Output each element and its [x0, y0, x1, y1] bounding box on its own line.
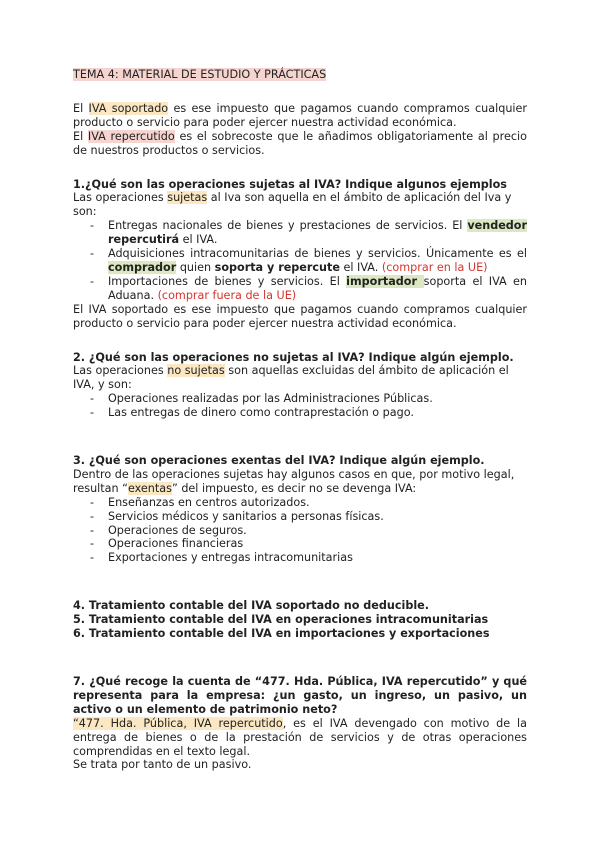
note-comprar-fuera-ue: (comprar fuera de la UE): [157, 288, 297, 302]
q2-text: Las operaciones no sujetas son aquellas excluidas del ámbito de aplicación el IVA, y son:: [73, 364, 509, 392]
intro-paragraph-soportado: El IVA soportado es ese impuesto que pagamos cuando compramos cualquier producto o servicio para poder ejercer nuestra actividad económica.: [73, 101, 527, 129]
q3-list: [73, 496, 527, 566]
q7-conclusion: Se trata por tanto de un pasivo.: [73, 758, 252, 772]
q2-list: [73, 392, 527, 420]
q5-heading: 5. Tratamiento contable del IVA en operaciones intracomunitarias: [73, 613, 489, 627]
term-no-sujetas: no sujetas: [167, 364, 225, 378]
title-text: TEMA 4: MATERIAL DE ESTUDIO Y PRÁCTICAS: [73, 68, 327, 81]
q2-heading: 2. ¿Qué son las operaciones no sujetas al IVA? Indique algún ejemplo.: [73, 350, 514, 364]
term-iva-soportado: IVA soportado: [88, 101, 169, 115]
list-item: - Las entregas de dinero como contraprestación o pago.: [73, 406, 527, 420]
list-item: - Adquisiciones intracomunitarias de bienes y servicios. Únicamente es el comprador quien soporta y repercute el IVA. (comprar en la UE): [73, 247, 527, 275]
q7-heading: 7. ¿Qué recoge la cuenta de “477. Hda. Pública, IVA repercutido” y qué representa para la empresa: ¿un gasto, un ingreso, un pasivo, un activo o un elemento de patrimonio neto?: [73, 675, 527, 716]
note-comprar-ue: (comprar en la UE): [381, 260, 488, 274]
list-item: - Operaciones de seguros.: [73, 524, 527, 538]
list-item: - Operaciones financieras: [73, 537, 527, 551]
term-vendedor: vendedor: [467, 219, 527, 233]
list-item: - Servicios médicos y sanitarios a personas físicas.: [73, 510, 527, 524]
intro-paragraph-repercutido: El IVA repercutido es el sobrecoste que le añadimos obligatoriamente al precio de nuestros productos o servicios.: [73, 129, 528, 157]
q1-closing: El IVA soportado es ese impuesto que pagamos cuando compramos cualquier producto o servicio para poder ejercer nuestra actividad económica.: [73, 302, 527, 330]
list-item: - Operaciones realizadas por las Administraciones Públicas.: [73, 392, 527, 406]
document-title: [73, 68, 527, 82]
term-importador: importador: [346, 274, 424, 288]
term-exentas: exentas: [127, 481, 172, 495]
q7-answer: “477. Hda. Pública, IVA repercutido, es el IVA devengado con motivo de la entrega de bienes o de la prestación de servicios y de otras operaciones comprendidas en el texto legal.: [73, 716, 527, 758]
list-item: - Entregas nacionales de bienes y prestaciones de servicios. El vendedor repercutirá el IVA.: [73, 219, 527, 247]
term-477-account: “477. Hda. Pública, IVA repercutido: [73, 716, 283, 730]
q3-heading: 3. ¿Qué son operaciones exentas del IVA? Indique algún ejemplo.: [73, 454, 485, 468]
q3-text: Dentro de las operaciones sujetas hay algunos casos en que, por motivo legal, resultan “exentas” del impuesto, es decir no se devenga IVA:: [73, 467, 515, 495]
document-page: [73, 68, 527, 772]
q6-heading: 6. Tratamiento contable del IVA en importaciones y exportaciones: [73, 627, 490, 641]
q1-text: Las operaciones sujetas al Iva son aquella en el ámbito de aplicación del Iva y son:: [73, 191, 512, 219]
q1-list: [73, 219, 527, 302]
term-comprador: comprador: [108, 260, 177, 274]
list-item: - Enseñanzas en centros autorizados.: [73, 496, 527, 510]
term-sujetas: sujetas: [167, 191, 208, 205]
list-item: - Importaciones de bienes y servicios. El importador soporta el IVA en Aduana. (comprar fuera de la UE): [73, 275, 527, 303]
list-item: - Exportaciones y entregas intracomunitarias: [73, 551, 527, 565]
q1-heading: 1.¿Qué son las operaciones sujetas al IVA? Indique algunos ejemplos: [73, 177, 507, 191]
q4-heading: 4. Tratamiento contable del IVA soportado no deducible.: [73, 599, 430, 613]
term-iva-repercutido: IVA repercutido: [87, 129, 175, 143]
